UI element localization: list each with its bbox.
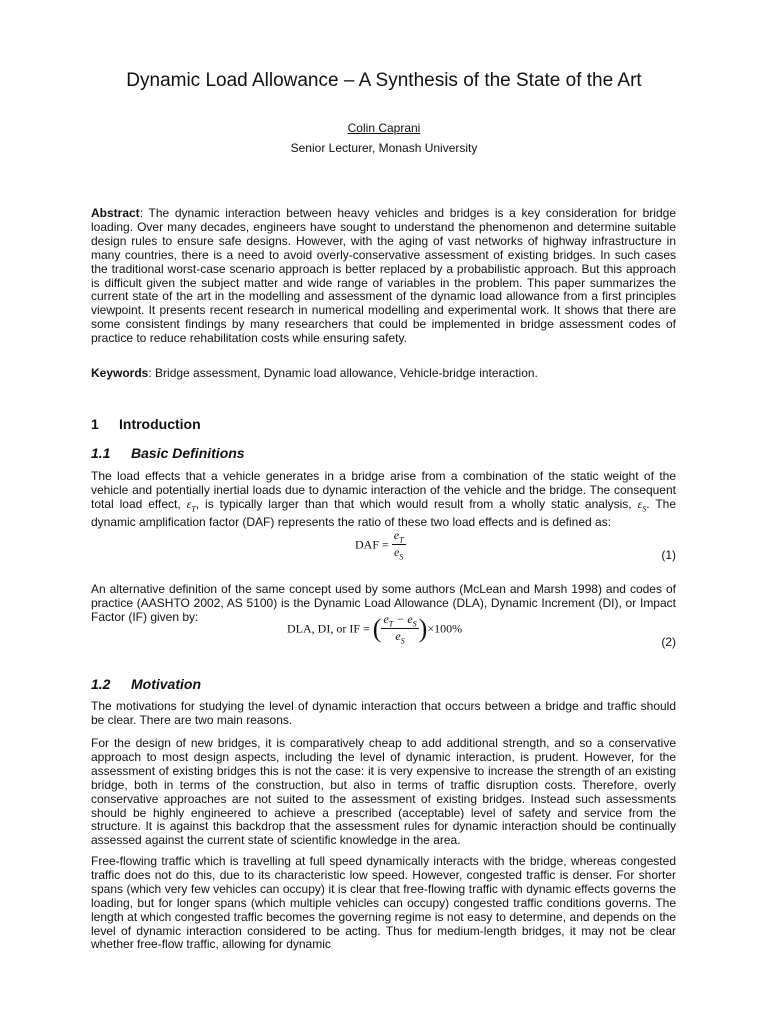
paragraph-motivation-1: The motivations for studying the level of dynamic interaction that occurs between a bridge and traffic should be clear. There are two main reasons. — [91, 699, 676, 727]
fraction-numerator — [392, 528, 406, 545]
paper-title: Dynamic Load Allowance – A Synthesis of the State of the Art — [126, 70, 642, 91]
paragraph-text: An alternative definition of the same concept used by some authors (McLean and Marsh 1998) and codes of practice (AASHTO 2002, AS 5100) is the Dynamic Load Allowance (DLA), Dynamic Increment (DI), or Impact Factor (IF) given by: — [91, 582, 676, 624]
denominator-subscript: S — [399, 552, 404, 562]
denominator-symbol: e — [394, 545, 400, 560]
numerator-subscript: S — [412, 619, 417, 629]
section-number: 1 — [91, 416, 99, 432]
numerator-minus-term: − e — [393, 612, 413, 626]
section-title: Introduction — [119, 416, 201, 432]
equation-1 — [355, 528, 406, 562]
fraction-numerator — [381, 612, 418, 629]
subsection-title: Motivation — [131, 676, 201, 692]
equation-fraction — [392, 528, 406, 562]
abstract-label: Abstract — [91, 206, 140, 220]
symbol-epsilon-s — [637, 496, 647, 514]
numerator-symbol: e — [383, 612, 389, 626]
equation-fraction — [381, 612, 418, 646]
subscript-t: T — [191, 504, 196, 514]
fraction-denominator — [392, 545, 406, 561]
subsection-number: 1.1 — [91, 445, 111, 461]
keywords — [91, 367, 676, 381]
equation-lhs: DAF = — [355, 537, 389, 552]
right-paren: ) — [418, 613, 428, 643]
section-heading-introduction — [91, 416, 201, 432]
numerator-subscript: T — [399, 535, 404, 545]
subsection-heading-motivation — [91, 676, 201, 692]
abstract — [91, 207, 676, 346]
subsection-number: 1.2 — [91, 676, 111, 692]
numerator-subscript: T — [388, 619, 394, 629]
paragraph-basic-definitions — [91, 470, 676, 530]
author-affiliation: Senior Lecturer, Monash University — [290, 141, 478, 155]
subscript-s: S — [642, 504, 647, 514]
paragraph-motivation-3: Free-flowing traffic which is travelling at full speed dynamically interacts with the bridge, whereas congested traffic does not do this, due to its characteristic low speed. However, congested traffic is denser. For shorter spans (which very few vehicles can occupy) it is clear that free-flowing traffic with dynamic effects governs the loading, but for longer spans (which multiple vehicles can occupy) congested traffic conditions governs. The length at which congested traffic becomes the governing regime is not easy to determine, and depends on the level of dynamic interaction considered to be acting. Thus for medium-length bridges, it may not be clear whether free-flow traffic, allowing for dynamic — [91, 854, 676, 952]
symbol-epsilon-t — [186, 496, 196, 514]
subsection-heading-basic-definitions — [91, 445, 245, 461]
author-name: Colin Caprani — [347, 121, 421, 135]
epsilon-glyph: ε — [186, 496, 192, 511]
keywords-text: : Bridge assessment, Dynamic load allowance, Vehicle-bridge interaction. — [148, 366, 538, 380]
numerator-symbol: e — [393, 528, 400, 542]
abstract-text: : The dynamic interaction between heavy vehicles and bridges is a key consideration for bridge loading. Over many decades, engineers have sought to understand the phenomenon and determine suitable design rules to ensure safe designs. However, with the aging of vast networks of highway infrastructure in many countries, there is a need to avoid overly-conservative assessment of existing bridges. In such cases the traditional worst-case scenario approach is better replaced by a probabilistic approach. But this approach is difficult given the subject matter and wide range of variables in the problem. This paper summarizes the current state of the art in the modelling and assessment of the dynamic load allowance from a first principles viewpoint. It presents recent research in numerical modelling and experimental work. It shows that there are some consistent findings by many researchers that could be implemented in bridge assessment codes of practice to reduce rehabilitation costs while ensuring safety. — [91, 206, 676, 346]
equation-lhs: DLA, DI, or IF = — [287, 621, 370, 636]
paragraph-text: The load effects that a vehicle generates in a bridge arise from a combination of the static weight of the vehicle and potentially inertial loads due to dynamic interaction of the vehicle and the bridge. The consequent total load effect, — [91, 469, 676, 511]
paragraph-text: . The dynamic amplification factor (DAF) represents the ratio of these two load effects and is defined as: — [91, 496, 676, 530]
denominator-symbol: e — [395, 629, 401, 644]
left-paren: ( — [372, 613, 382, 643]
equation-1-label: (1) — [661, 548, 676, 562]
paragraph-motivation-2: For the design of new bridges, it is comparatively cheap to add additional strength, and so a conservative approach to most design aspects, including the level of dynamic interaction, is prudent. However, for the assessment of existing bridges this is not the case: it is very expensive to increase the strength of an existing bridge, both in terms of the construction, but also in terms of traffic disruption costs. Therefore, overly conservative approaches are not suited to the assessment of existing bridges. Instead such assessments should be highly engineered to achieve a prescribed (acceptable) level of safety and service from the structure. It is against this backdrop that the assessment rules for dynamic interaction should be continually assessed against the current state of scientific knowledge in the area. — [91, 736, 676, 848]
epsilon-glyph: ε — [637, 496, 643, 511]
keywords-label: Keywords — [91, 366, 149, 380]
denominator-subscript: S — [400, 636, 405, 646]
equation-2-label: (2) — [661, 635, 676, 649]
paragraph-text: , is typically larger than that which would result from a wholly static analysis, — [195, 496, 638, 511]
fraction-denominator — [381, 629, 418, 645]
equation-rhs: ×100% — [427, 621, 463, 636]
subsection-title: Basic Definitions — [131, 445, 245, 461]
equation-2 — [287, 612, 462, 646]
